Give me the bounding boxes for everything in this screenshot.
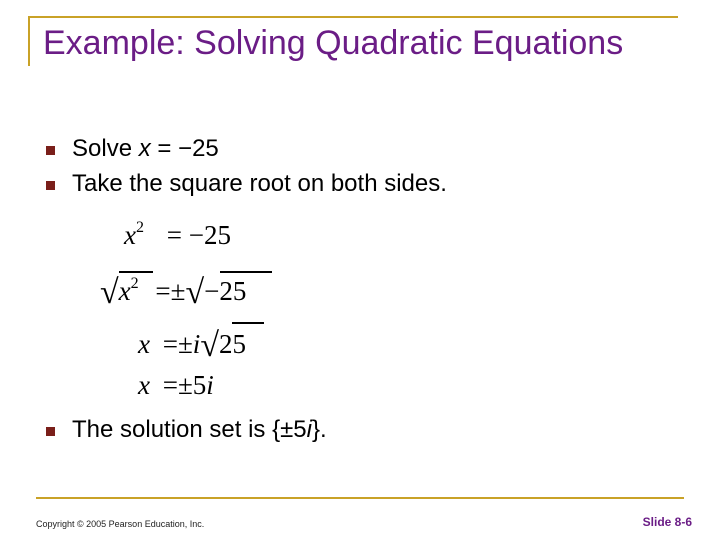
row2-equals: =: [155, 276, 171, 306]
slide-title: Example: Solving Quadratic Equations: [43, 24, 624, 62]
row4-plusminus: ±: [177, 370, 193, 400]
bullet-marker-3: [46, 427, 55, 436]
sqrt-sign-left: √: [100, 274, 119, 311]
sqrt-sign-right: √: [185, 274, 205, 311]
row2-plusminus: ±: [170, 276, 186, 306]
row3-rhs: 25: [218, 329, 246, 359]
row2-exponent: 2: [130, 275, 139, 292]
equation-row-3: [138, 327, 246, 364]
equation-row-4: [138, 370, 214, 400]
row4-equals: =: [162, 370, 178, 400]
sqrt-bar-row3: [232, 322, 264, 324]
bottom-rule: [36, 497, 684, 499]
copyright-text: Copyright © 2005 Pearson Education, Inc.: [36, 519, 205, 529]
bullet-3-suffix: }.: [311, 416, 327, 443]
row2-rhs: −25: [204, 276, 247, 306]
row3-lhs: x: [138, 329, 150, 359]
sqrt-bar-right: [220, 271, 272, 273]
row3-imaginary-unit: i: [192, 329, 201, 359]
row4-imaginary-unit: i: [206, 370, 214, 400]
row3-equals: =: [162, 329, 178, 359]
row4-lhs: x: [138, 370, 150, 400]
bullet-1-var: x: [138, 135, 151, 162]
row3-plusminus: ±: [177, 329, 193, 359]
bullet-text-2: Take the square root on both sides.: [72, 170, 447, 197]
row4-rhs: 5: [192, 370, 207, 400]
row2-lhs: x: [118, 276, 131, 306]
bullet-text-3: [72, 416, 327, 444]
bullet-1-prefix: Solve: [72, 135, 139, 162]
sqrt-bar-left: [119, 271, 153, 273]
row1-exponent: 2: [135, 219, 144, 236]
bullet-1-suffix: = −25: [150, 135, 219, 162]
row1-equals: =: [166, 220, 182, 250]
bullet-3-prefix: The solution set is {±5: [72, 416, 307, 443]
bullet-3-var: i: [306, 416, 312, 443]
slide-number: Slide 8-6: [642, 515, 692, 529]
equation-row-1: [124, 220, 231, 255]
equation-row-2: [100, 275, 246, 311]
sqrt-sign-row3: √: [200, 327, 219, 364]
row1-lhs: x: [124, 220, 136, 250]
row1-rhs: −25: [188, 220, 231, 250]
